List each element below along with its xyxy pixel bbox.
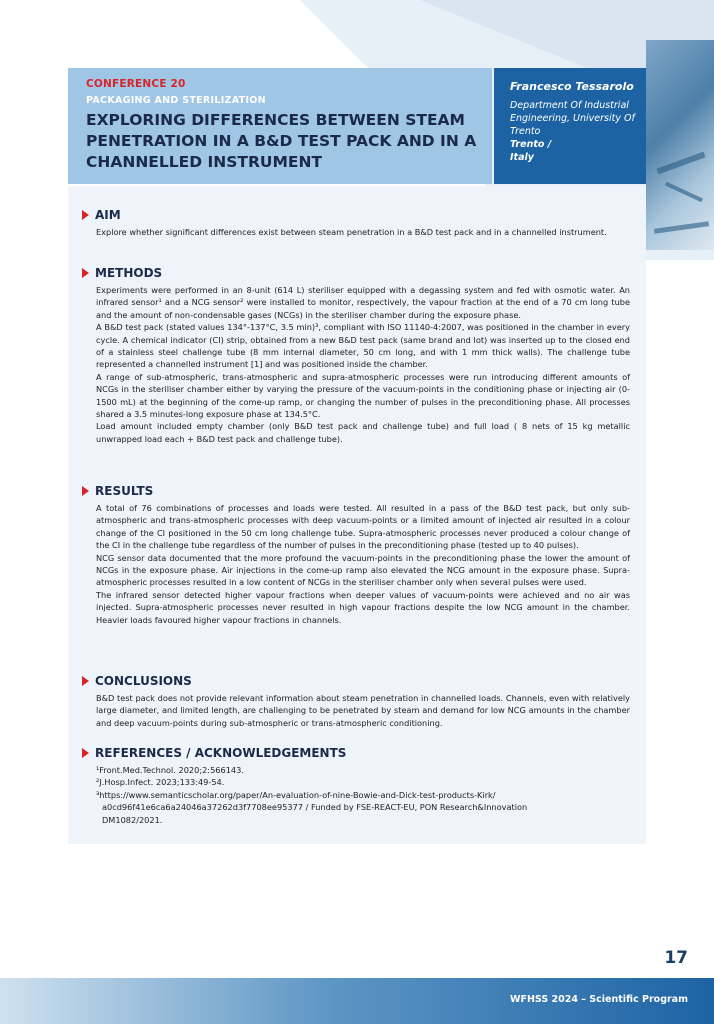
- paragraph: A total of 76 combinations of processes and loads were tested. All resulted in a pass of the B&D test pack, but only sub-atmospheric and trans-atmospheric processes with deep vacuum-points or a limited amount of injected air resulted in a colour change of the CI positioned in the 50 cm long challenge tube. Supra-atmospheric processes never produced a colour change of the CI in the challenge tube regardless of the number of pulses in the preconditioning phase (tested up to 40 pulses).: [96, 503, 630, 551]
- paragraph: The infrared sensor detected higher vapour fractions when deeper values of vacuum-points were achieved and no air was injected. Supra-atmospheric processes never resulted in high vapour fractions despite the low NCG amount in the chamber. Heavier loads favoured higher vapour fractions in channels.: [96, 589, 630, 625]
- conference-label: CONFERENCE 20: [86, 78, 186, 90]
- paragraph: B&D test pack does not provide relevant information about steam penetration in channelled loads. Channels, even with relatively large diameter, and limited length, are challenging to be penetrated by steam and demand for low NCG amounts in the chamber and deep vacuum-points during sub-atmospheric or trans-atmospheric conditioning.: [96, 693, 630, 728]
- page-number: 17: [664, 948, 688, 968]
- paragraph: Experiments were performed in an 8-unit (614 L) steriliser equipped with a degassing system and fed with osmotic water. An infrared sensor¹ and a NCG sensor² were installed to monitor, respectively, the vapour fraction at the end of a 70 cm long tube and the amount of non-condensable gases (NCGs) in the steriliser chamber during the exposure phase.: [96, 285, 630, 320]
- paragraph: NCG sensor data documented that the more profound the vacuum-points in the preconditioning phase the lower the amount of NCGs in the exposure phase. Air injections in the come-up ramp also elevated the NCG amount in the exposure phase. Supra-atmospheric processes resulted in a low content of NCGs in the steriliser chamber only when several pulses were used.: [96, 552, 630, 588]
- section-conclusions: [82, 674, 630, 729]
- arrow-icon: [82, 486, 89, 496]
- section-heading: AIM: [95, 208, 121, 222]
- author-affiliation: Department Of Industrial Engineering, University Of Trento Trento / Italy: [510, 99, 640, 164]
- section-results: [82, 484, 630, 626]
- arrow-icon: [82, 676, 89, 686]
- section-heading: REFERENCES / ACKNOWLEDGEMENTS: [95, 746, 347, 760]
- author-location: Trento /: [510, 139, 552, 150]
- arrow-icon: [82, 210, 89, 220]
- section-methods: [82, 266, 630, 445]
- author-name: Francesco Tessarolo: [510, 80, 634, 93]
- reference-item: a0cd96f41e6ca6a24046a37262d3f7708ee95377 / Funded by FSE-REACT-EU, PON Research&Innovation: [102, 802, 528, 813]
- arrow-icon: [82, 268, 89, 278]
- author-country: Italy: [510, 152, 534, 163]
- reference-link[interactable]: ³https://www.semanticscholar.org/paper/An-evaluation-of-nine-Bowie-and-Dick-test-products-Kirk/: [96, 789, 496, 800]
- reference-item: ²J.Hosp.Infect. 2023;133:49-54.: [96, 777, 225, 788]
- title-line: EXPLORING DIFFERENCES BETWEEN STEAM: [86, 111, 465, 129]
- section-heading: CONCLUSIONS: [95, 674, 192, 688]
- paragraph: A B&D test pack (stated values 134°-137°C, 3.5 min)³, compliant with ISO 11140-4:2007, was positioned in the chamber in every cycle. A chemical indicator (CI) strip, obtained from a new B&D test pack (same brand and lot) was inserted up to the closed end of a stainless steel challenge tube (8 mm internal diameter, 50 cm long, and with 1 mm thick walls). The challenge tube represented a channelled instrument [1] and was positioned inside the chamber.: [96, 322, 630, 370]
- title-line: CHANNELLED INSTRUMENT: [86, 153, 323, 171]
- paragraph: Explore whether significant differences exist between steam penetration in a B&D test pack and in a channelled instrument.: [96, 227, 607, 237]
- page-title: [86, 110, 486, 173]
- paragraph: A range of sub-atmospheric, trans-atmospheric and supra-atmospheric processes were run introducing different amounts of NCGs in the steriliser chamber either by varying the pressure of the vacuum-points in the conditioning phase or injecting air (0-1500 mL) at the beginning of the come-up ramp, or changing the number of pulses in the preconditioning phase. All processes shared a 3.5 minutes-long exposure phase at 134.5°C.: [96, 371, 630, 420]
- section-aim: [82, 208, 630, 238]
- section-heading: RESULTS: [95, 484, 154, 498]
- header-photo: [646, 40, 714, 250]
- paragraph: Load amount included empty chamber (only B&D test pack and challenge tube) and full load ( 8 nets of 15 kg metallic unwrapped load each + B&D test pack and challenge tube).: [96, 421, 630, 444]
- reference-item: ¹Front.Med.Technol. 2020;2:566143.: [96, 765, 244, 775]
- footer-program-title: WFHSS 2024 – Scientific Program: [510, 994, 688, 1005]
- section-heading: METHODS: [95, 266, 163, 280]
- arrow-icon: [82, 748, 89, 758]
- title-line: PENETRATION IN A B&D TEST PACK AND IN A: [86, 132, 477, 150]
- conference-category: PACKAGING AND STERILIZATION: [86, 95, 266, 106]
- section-references: [82, 746, 630, 826]
- reference-item: DM1082/2021.: [102, 814, 163, 825]
